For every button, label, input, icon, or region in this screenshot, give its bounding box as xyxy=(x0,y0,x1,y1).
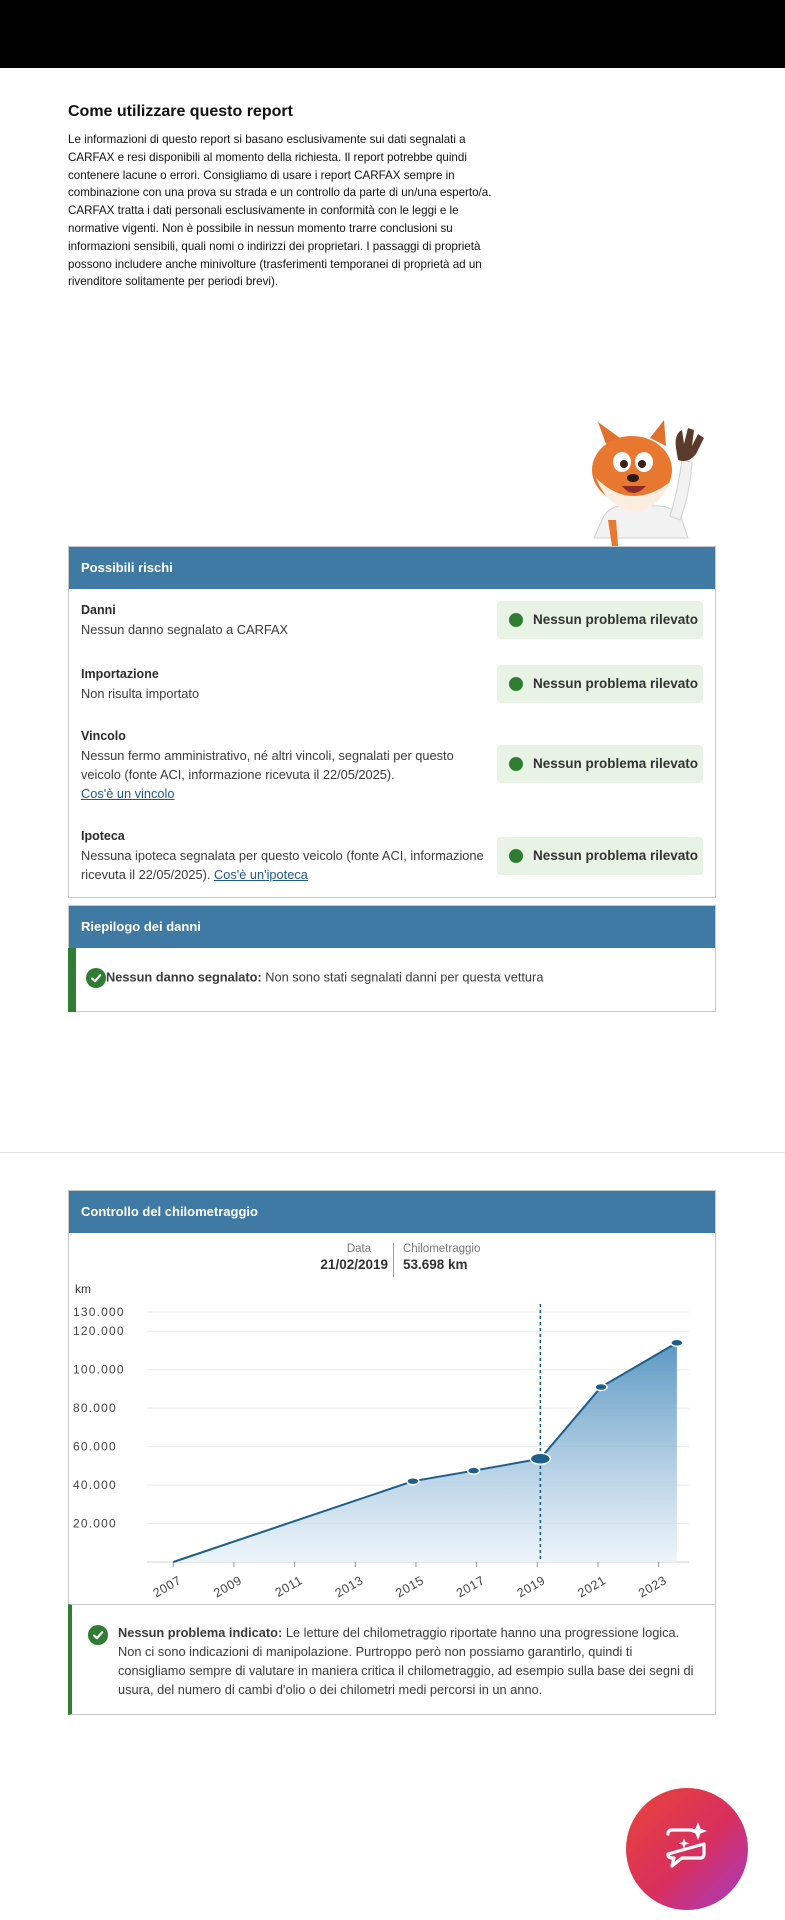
mileage-area xyxy=(173,1343,677,1562)
x-tick-label: 2013 xyxy=(332,1573,366,1601)
x-tick-label: 2007 xyxy=(150,1573,184,1601)
y-axis-label: km xyxy=(75,1282,91,1296)
summary-accent xyxy=(68,948,76,1012)
check-circle-icon xyxy=(86,968,106,988)
section-divider xyxy=(0,1152,785,1153)
mileage-header: Controllo del chilometraggio xyxy=(69,1191,715,1233)
green-dot-icon xyxy=(509,849,523,863)
fox-mascot-icon xyxy=(578,420,708,546)
green-dot-icon xyxy=(509,613,523,627)
damage-summary-text: Non sono stati segnalati danni per questa vettura xyxy=(261,969,544,985)
x-tick-label: 2023 xyxy=(635,1573,670,1601)
x-tick-label: 2021 xyxy=(575,1573,609,1601)
data-point[interactable] xyxy=(468,1467,480,1474)
damage-summary-panel xyxy=(68,905,716,1012)
y-tick-label: 120.000 xyxy=(73,1324,125,1339)
check-circle-icon xyxy=(88,1625,108,1645)
ipoteca-info-link[interactable]: Cos'è un'ipoteca xyxy=(214,867,308,882)
mileage-chart xyxy=(69,1282,715,1604)
risks-header: Possibili rischi xyxy=(69,547,715,589)
data-point[interactable] xyxy=(671,1339,683,1346)
mileage-tooltip xyxy=(300,1243,500,1279)
tooltip-date-label: Data xyxy=(346,1243,372,1255)
risk-title: Ipoteca xyxy=(81,829,125,843)
status-badge xyxy=(497,837,703,875)
damage-summary-bold: Nessun danno segnalato: xyxy=(106,969,262,985)
how-to-title: Come utilizzare questo report xyxy=(68,103,293,120)
status-badge xyxy=(497,601,703,639)
status-badge-label: Nessun problema rilevato xyxy=(533,612,699,627)
y-tick-label: 60.000 xyxy=(73,1439,117,1454)
tooltip-date-value: 21/02/2019 xyxy=(320,1257,388,1272)
tooltip-separator xyxy=(393,1243,394,1277)
chat-sparkle-icon xyxy=(658,1818,718,1878)
risk-title: Vincolo xyxy=(81,729,126,743)
status-badge xyxy=(497,745,703,783)
x-tick-label: 2009 xyxy=(211,1573,245,1601)
mileage-note-bold: Nessun problema indicato: xyxy=(118,1625,283,1640)
mileage-note-body: Le letture del chilometraggio riportate hanno una progressione logica. Non ci sono indicazioni di manipolazione. Purtroppo però non possiamo garantirlo, quindi ti consigliamo sempre di valutare in maniera critica il chilometraggio, ad esempio sulla base dei segni di usura, del numero di cambi d'olio o dei chilometri medi percorsi in un anno. xyxy=(118,1625,694,1697)
risk-title: Danni xyxy=(81,603,116,617)
y-tick-label: 20.000 xyxy=(73,1516,117,1531)
status-badge xyxy=(497,665,703,703)
x-tick-label: 2017 xyxy=(453,1573,488,1601)
risk-desc xyxy=(81,746,491,803)
mileage-note-text xyxy=(118,1623,698,1699)
x-tick-label: 2019 xyxy=(514,1573,548,1601)
risks-panel xyxy=(68,546,716,898)
risk-desc xyxy=(81,846,491,884)
vincolo-info-link[interactable]: Cos'è un vincolo xyxy=(81,786,175,801)
mileage-note-box xyxy=(68,1604,716,1715)
status-badge-label: Nessun problema rilevato xyxy=(533,756,699,771)
green-dot-icon xyxy=(509,757,523,771)
risk-desc-text: Nessuna ipoteca segnalata per questo veicolo (fonte ACI, informazione ricevuta il 22/05/2025). xyxy=(81,848,484,882)
green-dot-icon xyxy=(509,677,523,691)
risk-desc: Nessun danno segnalato a CARFAX xyxy=(81,622,289,637)
top-bar xyxy=(0,0,785,68)
y-tick-label: 40.000 xyxy=(73,1478,117,1493)
how-to-body: Le informazioni di questo report si basano esclusivamente sui dati segnalati a CARFAX e resi disponibili al momento della richiesta. Il report potrebbe quindi contenere lacune o errori. Consigliamo di usare i report CARFAX sempre in combinazione con una prova su strada e un controllo da parte di un/una esperto/a. CARFAX tratta i dati personali esclusivamente in conformità con le leggi e le normative vigenti. Non è possibile in nessun momento trarre conclusioni su informazioni sensibili, quali nomi o indirizzi dei proprietari. I passaggi di proprietà possono includere anche minivolture (trasferimenti temporanei di proprietà ad un rivenditore solitamente per periodi brevi). xyxy=(68,133,492,289)
data-point[interactable] xyxy=(530,1453,550,1464)
y-tick-label: 80.000 xyxy=(73,1401,117,1416)
x-tick-label: 2015 xyxy=(393,1573,427,1601)
data-point[interactable] xyxy=(407,1478,419,1485)
x-tick-label: 2011 xyxy=(272,1573,306,1600)
how-to-section xyxy=(68,103,493,291)
chat-button[interactable] xyxy=(626,1788,748,1910)
tooltip-km-label: Chilometraggio xyxy=(403,1243,481,1255)
risk-desc: Non risulta importato xyxy=(81,686,200,701)
y-tick-label: 100.000 xyxy=(73,1362,125,1377)
data-point[interactable] xyxy=(595,1384,607,1391)
status-badge-label: Nessun problema rilevato xyxy=(533,848,699,863)
status-badge-label: Nessun problema rilevato xyxy=(533,676,699,691)
tooltip-km-value: 53.698 km xyxy=(403,1257,468,1272)
risk-desc-text: Nessun fermo amministrativo, né altri vincoli, segnalati per questo veicolo (fonte ACI, informazione ricevuta il 22/05/2025). xyxy=(81,748,454,782)
y-tick-label: 130.000 xyxy=(73,1305,125,1319)
risk-title: Importazione xyxy=(81,667,159,681)
tooltip-km xyxy=(403,1243,513,1272)
damage-summary-header: Riepilogo dei danni xyxy=(69,906,715,948)
damage-summary-line xyxy=(86,968,543,988)
tooltip-date xyxy=(300,1243,388,1272)
